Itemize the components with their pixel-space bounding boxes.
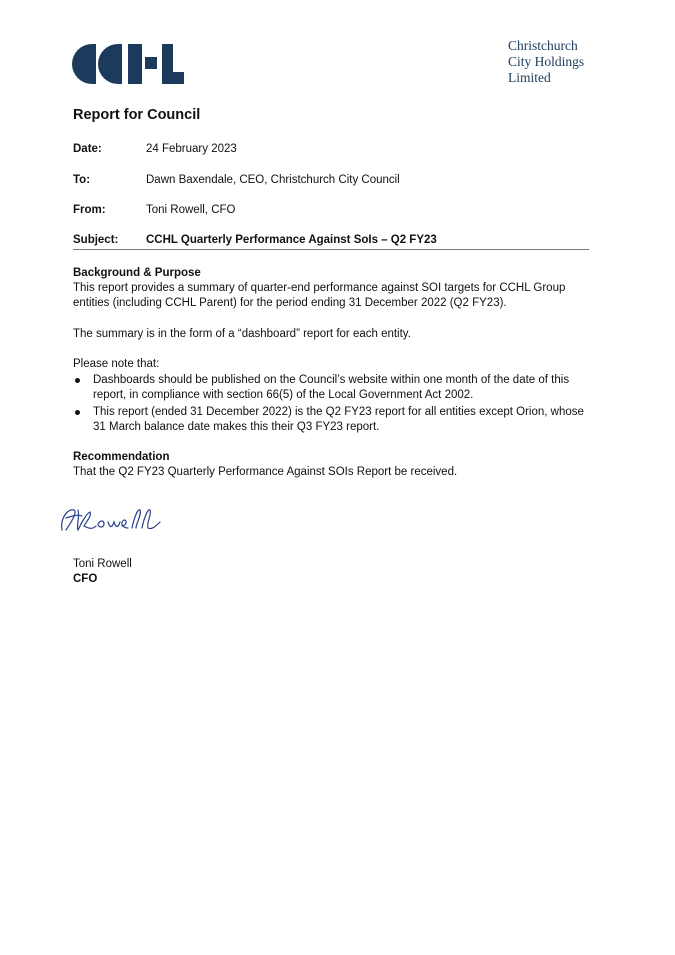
note-intro-block [73,357,593,372]
date-label: Date: [73,143,102,155]
background-heading: Background & Purpose [73,267,201,279]
signatory-name: Toni Rowell [73,558,132,570]
cchl-logo-icon [72,44,184,84]
list-item [73,405,593,435]
background-paragraph-1: This report provides a summary of quarter-end performance against SOI targets for CCHL Group entities (including CCHL Parent) for the period ending 31 December 2022 (Q2 FY23). [73,282,566,309]
list-item-text: Dashboards should be published on the Council’s website within one month of the date of this report, in compliance with section 66(5) of the Local Government Act 2002. [93,374,570,401]
background-paragraph-2: The summary is in the form of a “dashboard” report for each entity. [73,328,411,340]
subject-value: CCHL Quarterly Performance Against SoIs – Q2 FY23 [146,234,437,246]
background-section [73,266,593,311]
bullet-icon [75,378,80,383]
background-paragraph-2-block [73,327,593,342]
signatory-role: CFO [73,573,98,585]
note-list [73,373,593,437]
list-item-text: This report (ended 31 December 2022) is the Q2 FY23 report for all entities except Orion, whose 31 March balance date makes this their Q3 FY23 report. [93,406,584,433]
bullet-icon [75,410,80,415]
org-name-line-2: City Holdings [508,54,585,69]
date-value: 24 February 2023 [146,143,237,155]
signoff-block [73,557,132,587]
to-value: Dawn Baxendale, CEO, Christchurch City Council [146,174,400,186]
recommendation-text: That the Q2 FY23 Quarterly Performance Against SOIs Report be received. [73,466,458,478]
org-name-line-3: Limited [508,70,551,85]
note-intro: Please note that: [73,358,160,370]
recommendation-section [73,450,593,480]
org-name-line-1: Christchurch [508,38,578,53]
from-value: Toni Rowell, CFO [146,204,236,216]
subject-divider [73,249,589,250]
from-label: From: [73,204,106,216]
to-label: To: [73,174,91,186]
organisation-name [508,38,584,86]
subject-label: Subject: [73,234,119,246]
page-title: Report for Council [73,107,201,123]
recommendation-heading: Recommendation [73,451,170,463]
list-item [73,373,593,403]
handwritten-signature-icon [56,500,176,540]
